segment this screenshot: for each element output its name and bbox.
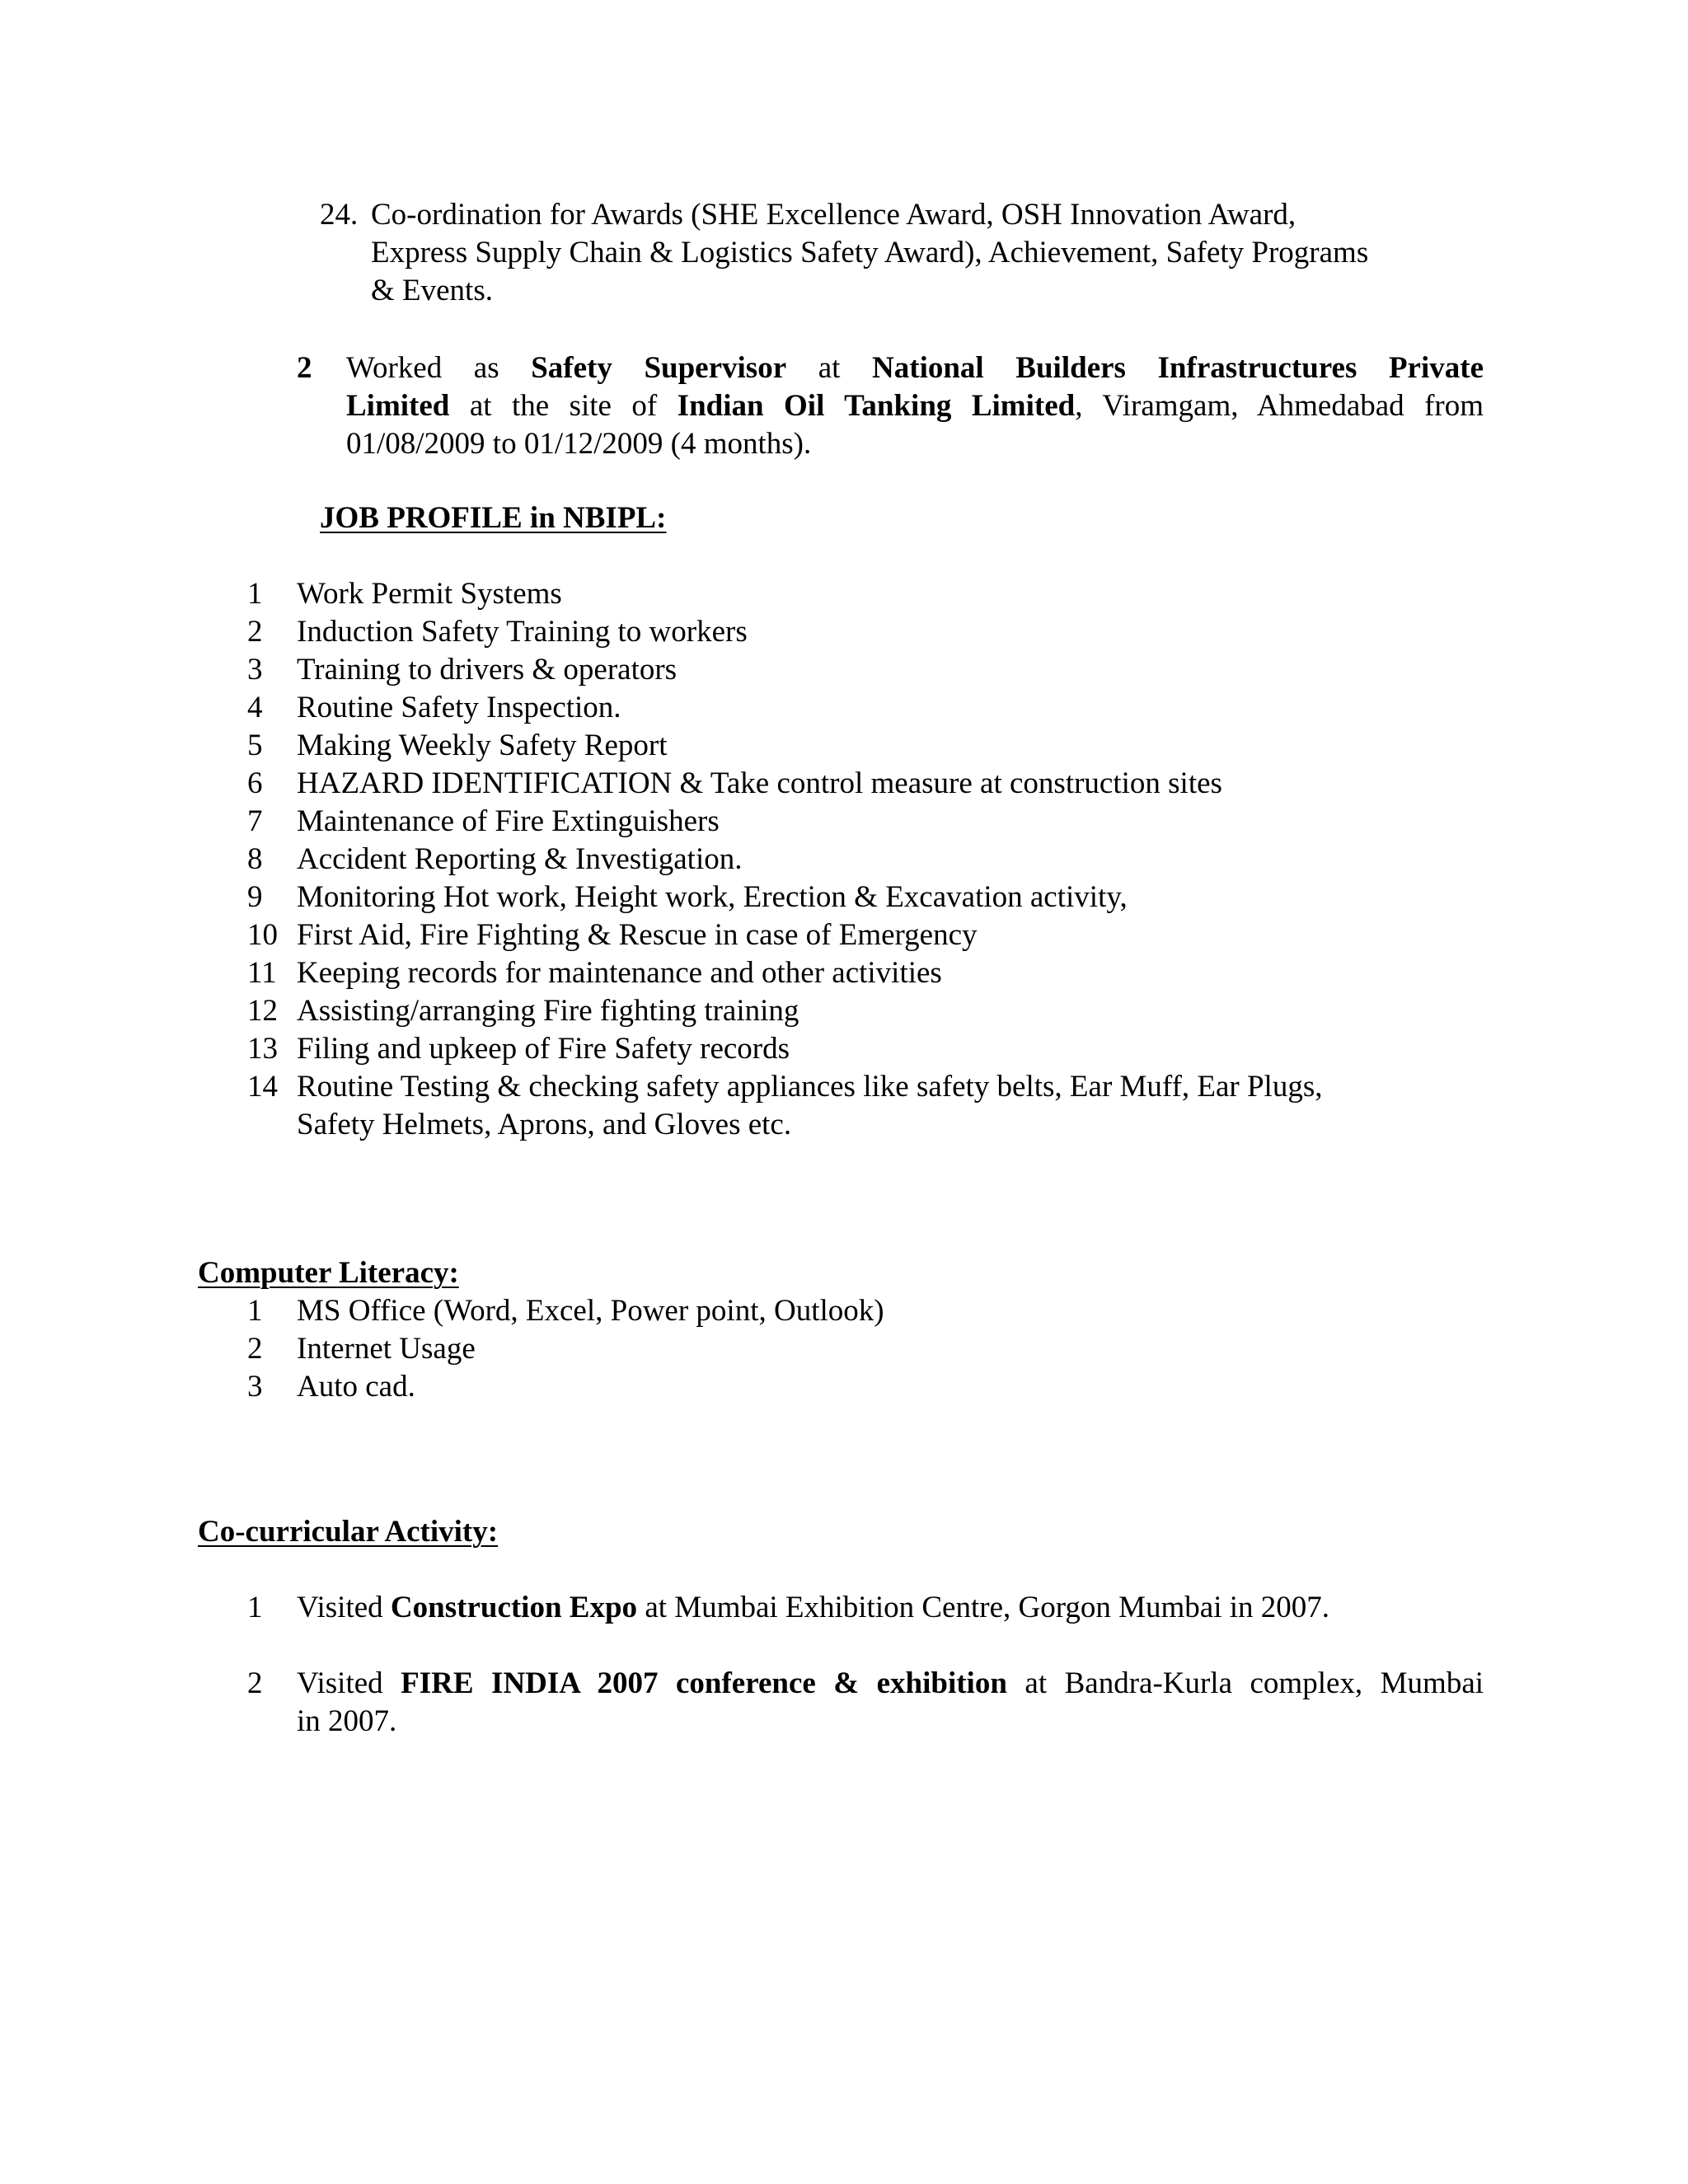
co-curricular-heading: Co-curricular Activity:: [198, 1515, 499, 1549]
list-item-number: 2: [247, 1666, 263, 1700]
worked-text: Worked: [346, 351, 443, 385]
list-item-number: 4: [247, 691, 263, 724]
list-item-number: 13: [247, 1032, 278, 1066]
item-24-line-3: & Events.: [371, 274, 493, 307]
list-item: Keeping records for maintenance and other activities: [297, 956, 942, 990]
experience-2-dates: 01/08/2009 to 01/12/2009 (4 months).: [346, 427, 812, 461]
list-item-number: 14: [247, 1070, 278, 1104]
list-item-number: 12: [247, 994, 278, 1028]
co-curricular-item-1: [297, 1589, 1329, 1627]
company-name-part-2: Limited: [346, 389, 450, 423]
list-item: Accident Reporting & Investigation.: [297, 842, 743, 876]
experience-2-line-2: [346, 387, 1484, 425]
client-name: Indian Oil Tanking Limited: [677, 389, 1076, 423]
role-title: Safety Supervisor: [531, 351, 787, 385]
list-item: Auto cad.: [297, 1370, 415, 1404]
list-item-continuation: Safety Helmets, Aprons, and Gloves etc.: [297, 1108, 792, 1141]
as-text: as: [473, 351, 499, 385]
list-item-number: 3: [247, 1370, 263, 1404]
at-text: at: [818, 351, 841, 385]
event-details: at Mumbai Exhibition Centre, Gorgon Mumbai in 2007.: [645, 1591, 1330, 1624]
visited-text: Visited: [297, 1666, 383, 1700]
list-item: First Aid, Fire Fighting & Rescue in case of Emergency: [297, 918, 978, 952]
list-item: Training to drivers & operators: [297, 653, 678, 687]
list-item-number: 5: [247, 729, 263, 762]
list-item: Routine Safety Inspection.: [297, 691, 621, 724]
experience-2-line-1: [346, 349, 1484, 387]
co-curricular-item-2-continuation: in 2007.: [297, 1704, 397, 1738]
list-item: Induction Safety Training to workers: [297, 615, 748, 649]
list-item-number: 1: [247, 577, 263, 611]
list-item-number: 10: [247, 918, 278, 952]
list-item: Work Permit Systems: [297, 577, 562, 611]
list-item: Filing and upkeep of Fire Safety records: [297, 1032, 790, 1066]
list-item: Internet Usage: [297, 1332, 476, 1366]
job-profile-heading: JOB PROFILE in NBIPL:: [320, 501, 667, 535]
list-item-number: 2: [247, 1332, 263, 1366]
list-item-number: 8: [247, 842, 263, 876]
co-curricular-item-2: [297, 1665, 1484, 1703]
list-item-number: 9: [247, 880, 263, 914]
list-item-number: 1: [247, 1591, 263, 1624]
list-item-number: 7: [247, 804, 263, 838]
list-item: Maintenance of Fire Extinguishers: [297, 804, 720, 838]
item-24-line-1: Co-ordination for Awards (SHE Excellence Award, OSH Innovation Award,: [371, 198, 1296, 232]
event-details: at Bandra-Kurla complex, Mumbai: [1025, 1666, 1484, 1700]
list-item: Assisting/arranging Fire fighting training: [297, 994, 799, 1028]
list-item: Monitoring Hot work, Height work, Erection & Excavation activity,: [297, 880, 1128, 914]
item-24-number: 24.: [320, 198, 359, 232]
list-item: HAZARD IDENTIFICATION & Take control measure at construction sites: [297, 766, 1222, 800]
experience-2-number: 2: [297, 351, 312, 385]
list-item: Routine Testing & checking safety appliances like safety belts, Ear Muff, Ear Plugs,: [297, 1070, 1323, 1104]
list-item-number: 11: [247, 956, 277, 990]
at-site-text: at the site of: [469, 389, 658, 423]
list-item: MS Office (Word, Excel, Power point, Outlook): [297, 1294, 884, 1328]
computer-literacy-heading: Computer Literacy:: [198, 1256, 459, 1290]
list-item-number: 1: [247, 1294, 263, 1328]
list-item-number: 2: [247, 615, 263, 649]
list-item: Making Weekly Safety Report: [297, 729, 668, 762]
location-text: , Viramgam, Ahmedabad from: [1075, 389, 1484, 423]
event-name: Construction Expo: [390, 1591, 638, 1624]
visited-text: Visited: [297, 1591, 383, 1624]
item-24-line-2: Express Supply Chain & Logistics Safety Award), Achievement, Safety Programs: [371, 236, 1369, 269]
list-item-number: 3: [247, 653, 263, 687]
company-name-part-1: National Builders Infrastructures Private: [872, 351, 1484, 385]
list-item-number: 6: [247, 766, 263, 800]
event-name: FIRE INDIA 2007 conference & exhibition: [401, 1666, 1007, 1700]
